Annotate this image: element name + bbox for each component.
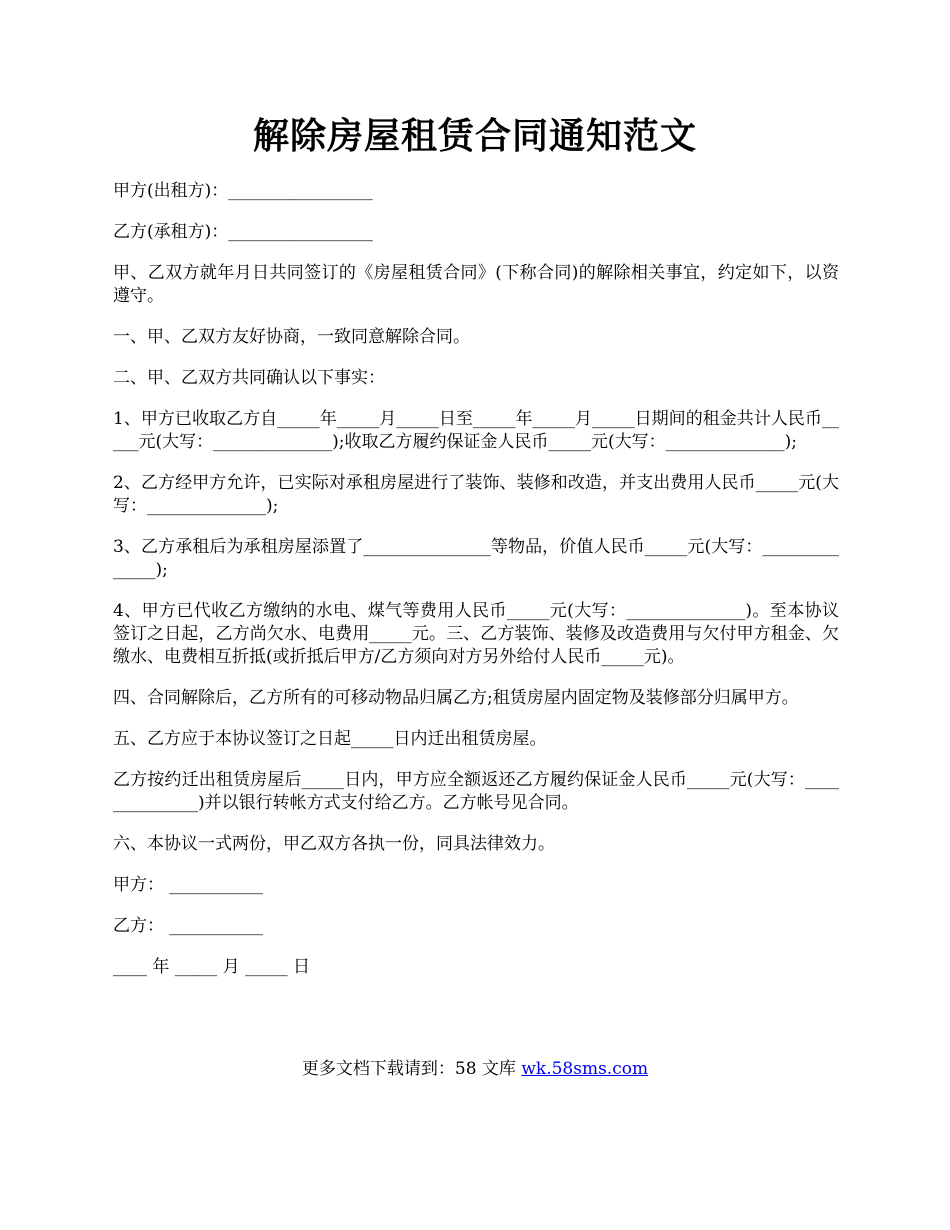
party-b-signature: 乙方： ___________ — [113, 916, 263, 936]
party-a-line: 甲方(出租方)：_________________ — [113, 181, 373, 201]
date-line: ____ 年 _____ 月 _____ 日 — [113, 957, 311, 977]
footer — [0, 1058, 950, 1081]
clause-2: 二、甲、乙双方共同确认以下事实： — [113, 368, 385, 388]
clause-4: 四、合同解除后，乙方所有的可移动物品归属乙方;租赁房屋内固定物及装修部分归属甲方。 — [113, 688, 799, 708]
clause-1: 一、甲、乙双方友好协商，一致同意解除合同。 — [113, 327, 470, 347]
document-body — [113, 180, 839, 997]
fact-3: 3、乙方承租后为承租房屋添置了_______________等物品，价值人民币_____元(大写：______________); — [113, 537, 839, 580]
footer-text: 更多文档下载请到：58 文库 — [301, 1059, 522, 1079]
fact-1: 1、甲方已收取乙方自_____年_____月_____日至_____年_____月_____日期间的租金共计人民币_____元(大写：______________);收取乙方履约保证金人民币_____元(大写：______________); — [113, 409, 839, 452]
fact-4: 4、甲方已代收乙方缴纳的水电、煤气等费用人民币_____元(大写：______________)。至本协议签订之日起，乙方尚欠水、电费用_____元。三、乙方装饰、装修及改造费用与欠付甲方租金、欠缴水、电费相互折抵(或折抵后甲方/乙方须向对方另外给付人民币_____元)。 — [113, 601, 839, 667]
clause-6: 六、本协议一式两份，甲乙双方各执一份，同具法律效力。 — [113, 834, 555, 854]
party-b-line: 乙方(承租方)：_________________ — [113, 222, 373, 242]
fact-2: 2、乙方经甲方允许，已实际对承租房屋进行了装饰、装修和改造，并支出费用人民币_____元(大写：______________); — [113, 473, 839, 516]
clause-5: 五、乙方应于本协议签订之日起_____日内迁出租赁房屋。 — [113, 729, 547, 749]
deposit-return-paragraph: 乙方按约迁出租赁房屋后_____日内，甲方应全额返还乙方履约保证金人民币_____元(大写：______________)并以银行转帐方式支付给乙方。乙方帐号见合同。 — [113, 770, 839, 813]
intro-paragraph: 甲、乙双方就年月日共同签订的《房屋租赁合同》(下称合同)的解除相关事宜，约定如下，以资遵守。 — [113, 263, 839, 306]
footer-link[interactable]: wk.58sms.com — [521, 1059, 649, 1079]
party-a-signature: 甲方： ___________ — [113, 875, 263, 895]
document-title: 解除房屋租赁合同通知范文 — [252, 115, 697, 157]
